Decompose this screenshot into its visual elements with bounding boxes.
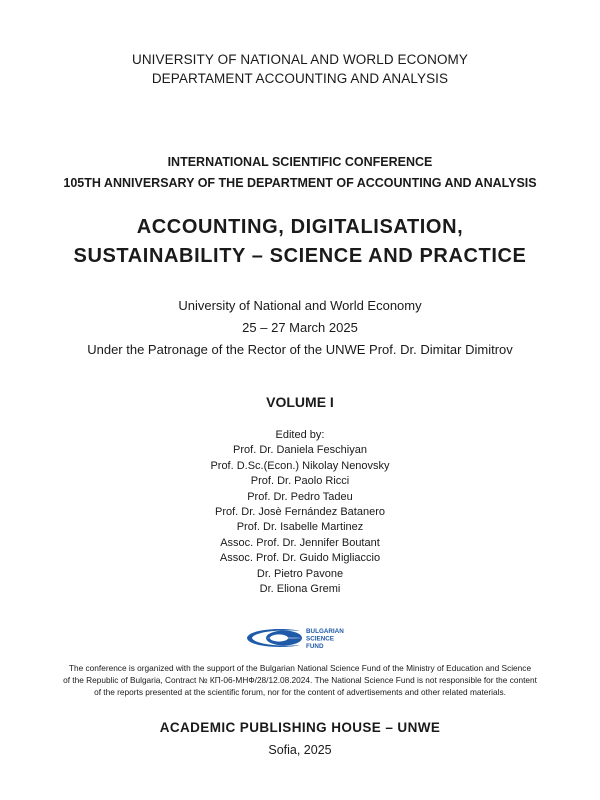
editor-name: Prof. Dr. Daniela Feschiyan	[233, 444, 367, 457]
funding-notice-line: of the Republic of Bulgaria, Contract № КП-06-МНФ/28/12.08.2024. The National Science Fund is not responsible for the content	[63, 675, 537, 686]
main-title-line-1: ACCOUNTING, DIGITALISATION,	[136, 216, 464, 238]
conference-heading: INTERNATIONAL SCIENTIFIC CONFERENCE	[167, 155, 433, 169]
venue: University of National and World Economy	[178, 298, 422, 313]
volume-label: VOLUME I	[266, 394, 334, 410]
editor-name: Assoc. Prof. Dr. Jennifer Boutant	[220, 536, 380, 549]
conference-subheading: 105TH ANNIVERSARY OF THE DEPARTMENT OF ACCOUNTING AND ANALYSIS	[63, 176, 537, 190]
department-name: DEPARTAMENT ACCOUNTING AND ANALYSIS	[151, 71, 449, 86]
editor-name: Prof. Dr. Pedro Tadeu	[247, 490, 353, 503]
funding-notice-line: The conference is organized with the support of the Bulgarian National Science Fund of the Ministry of Education and Science	[68, 663, 532, 673]
editors-list	[0, 428, 600, 597]
editor-name: Prof. D.Sc.(Econ.) Nikolay Nenovsky	[210, 459, 390, 472]
editor-name: Prof. Dr. Isabelle Martinez	[236, 521, 364, 534]
main-title-line-2: SUSTAINABILITY – SCIENCE AND PRACTICE	[73, 245, 527, 267]
logo-text-line-1: BULGARIAN	[306, 628, 344, 635]
logo-text-line-2: SCIENCE	[306, 635, 334, 643]
editor-name: Dr. Eliona Gremi	[259, 582, 341, 595]
editor-name: Assoc. Prof. Dr. Guido Migliaccio	[219, 552, 381, 565]
university-name: UNIVERSITY OF NATIONAL AND WORLD ECONOMY	[131, 52, 469, 67]
funding-notice-line: of the reports presented at the scientific forum, nor for the content of advertisements and other related materials.	[94, 687, 506, 698]
dates: 25 – 27 March 2025	[242, 320, 358, 335]
editor-name: Prof. Dr. Paolo Ricci	[250, 475, 350, 488]
patronage: Under the Patronage of the Rector of the UNWE Prof. Dr. Dimitar Dimitrov	[87, 342, 513, 357]
publisher-name: ACADEMIC PUBLISHING HOUSE – UNWE	[159, 720, 441, 735]
logo-text-line-3: FUND	[306, 643, 324, 650]
editor-name: Prof. Dr. Josè Fernández Batanero	[215, 505, 385, 518]
bulgarian-science-fund-logo	[244, 625, 364, 651]
science-fund-emblem-icon	[244, 625, 364, 651]
editor-name: Dr. Pietro Pavone	[256, 567, 344, 580]
funding-notice	[40, 662, 560, 699]
city-year: Sofia, 2025	[268, 743, 332, 757]
editors-heading: Edited by:	[275, 429, 325, 441]
